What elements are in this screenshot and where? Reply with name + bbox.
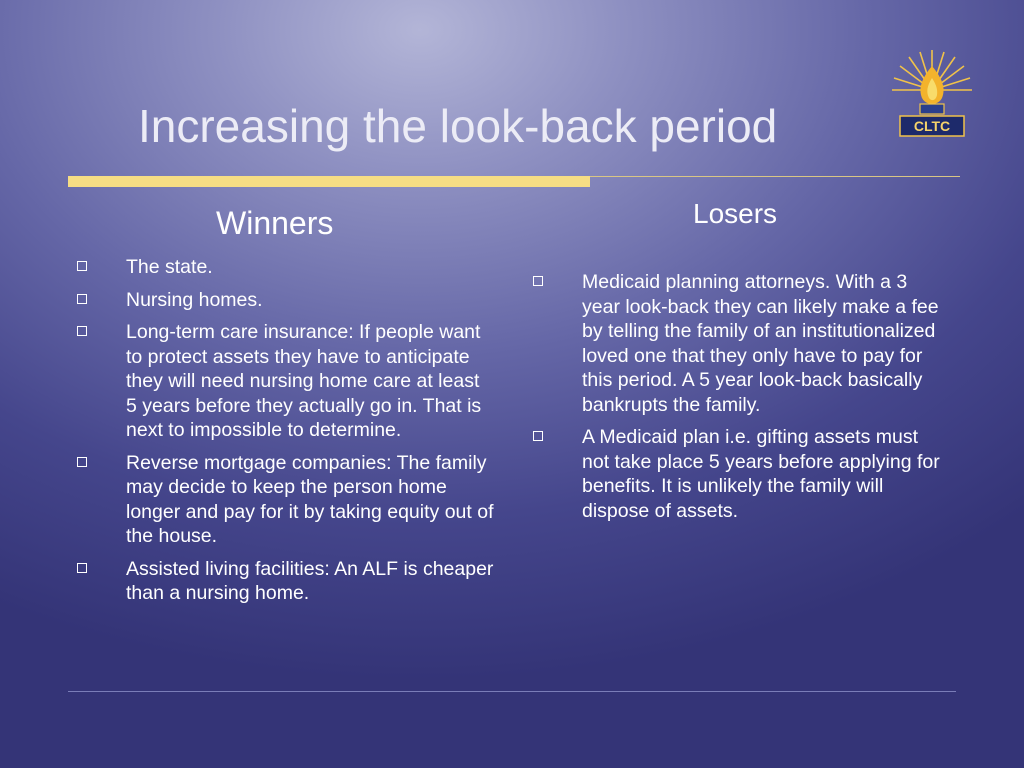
title-underline-thin bbox=[590, 176, 960, 177]
list-item-text: Reverse mortgage companies: The family may decide to keep the person home longer and pay for it by taking equity out of the house. bbox=[126, 451, 494, 547]
winners-heading: Winners bbox=[216, 205, 334, 241]
cltc-logo bbox=[892, 50, 972, 148]
list-item-text: Nursing homes. bbox=[126, 288, 263, 311]
hollow-square-icon bbox=[77, 261, 87, 271]
list-item bbox=[74, 451, 494, 549]
list-item-text: The state. bbox=[126, 256, 213, 278]
list-item bbox=[530, 425, 950, 523]
list-item-text: A Medicaid plan i.e. gifting assets must not take place 5 years before applying for benefits. It is unlikely the family will dispose of assets. bbox=[582, 426, 940, 522]
list-item-text: Assisted living facilities: An ALF is cheaper than a nursing home. bbox=[126, 557, 494, 604]
list-item bbox=[74, 557, 494, 606]
list-item-text: Medicaid planning attorneys. With a 3 year look-back they can likely make a fee by telling the family of an institutionalized loved one that they only have to pay for this period. A 5 year look-back basically bankrupts the family. bbox=[582, 271, 939, 416]
title-underline-gold bbox=[68, 176, 590, 187]
footer-divider bbox=[68, 691, 956, 692]
hollow-square-icon bbox=[77, 563, 87, 573]
list-item bbox=[74, 288, 494, 313]
logo-text: CLTC bbox=[913, 118, 951, 134]
hollow-square-icon bbox=[77, 326, 87, 336]
hollow-square-icon bbox=[77, 457, 87, 467]
losers-heading: Losers bbox=[693, 198, 778, 229]
list-item bbox=[530, 270, 950, 417]
list-item-text: Long-term care insurance: If people want to protect assets they have to anticipate they will need nursing home care at least 5 years before they actually go in. That is next to impossible to determine. bbox=[126, 321, 482, 441]
hollow-square-icon bbox=[77, 294, 87, 304]
torch-base bbox=[920, 104, 944, 114]
hollow-square-icon bbox=[533, 431, 543, 441]
losers-list bbox=[530, 270, 950, 531]
list-item bbox=[74, 320, 494, 443]
slide-title: Increasing the look-back period bbox=[138, 100, 778, 152]
hollow-square-icon bbox=[533, 276, 543, 286]
list-item bbox=[74, 255, 494, 280]
winners-list bbox=[74, 255, 494, 614]
